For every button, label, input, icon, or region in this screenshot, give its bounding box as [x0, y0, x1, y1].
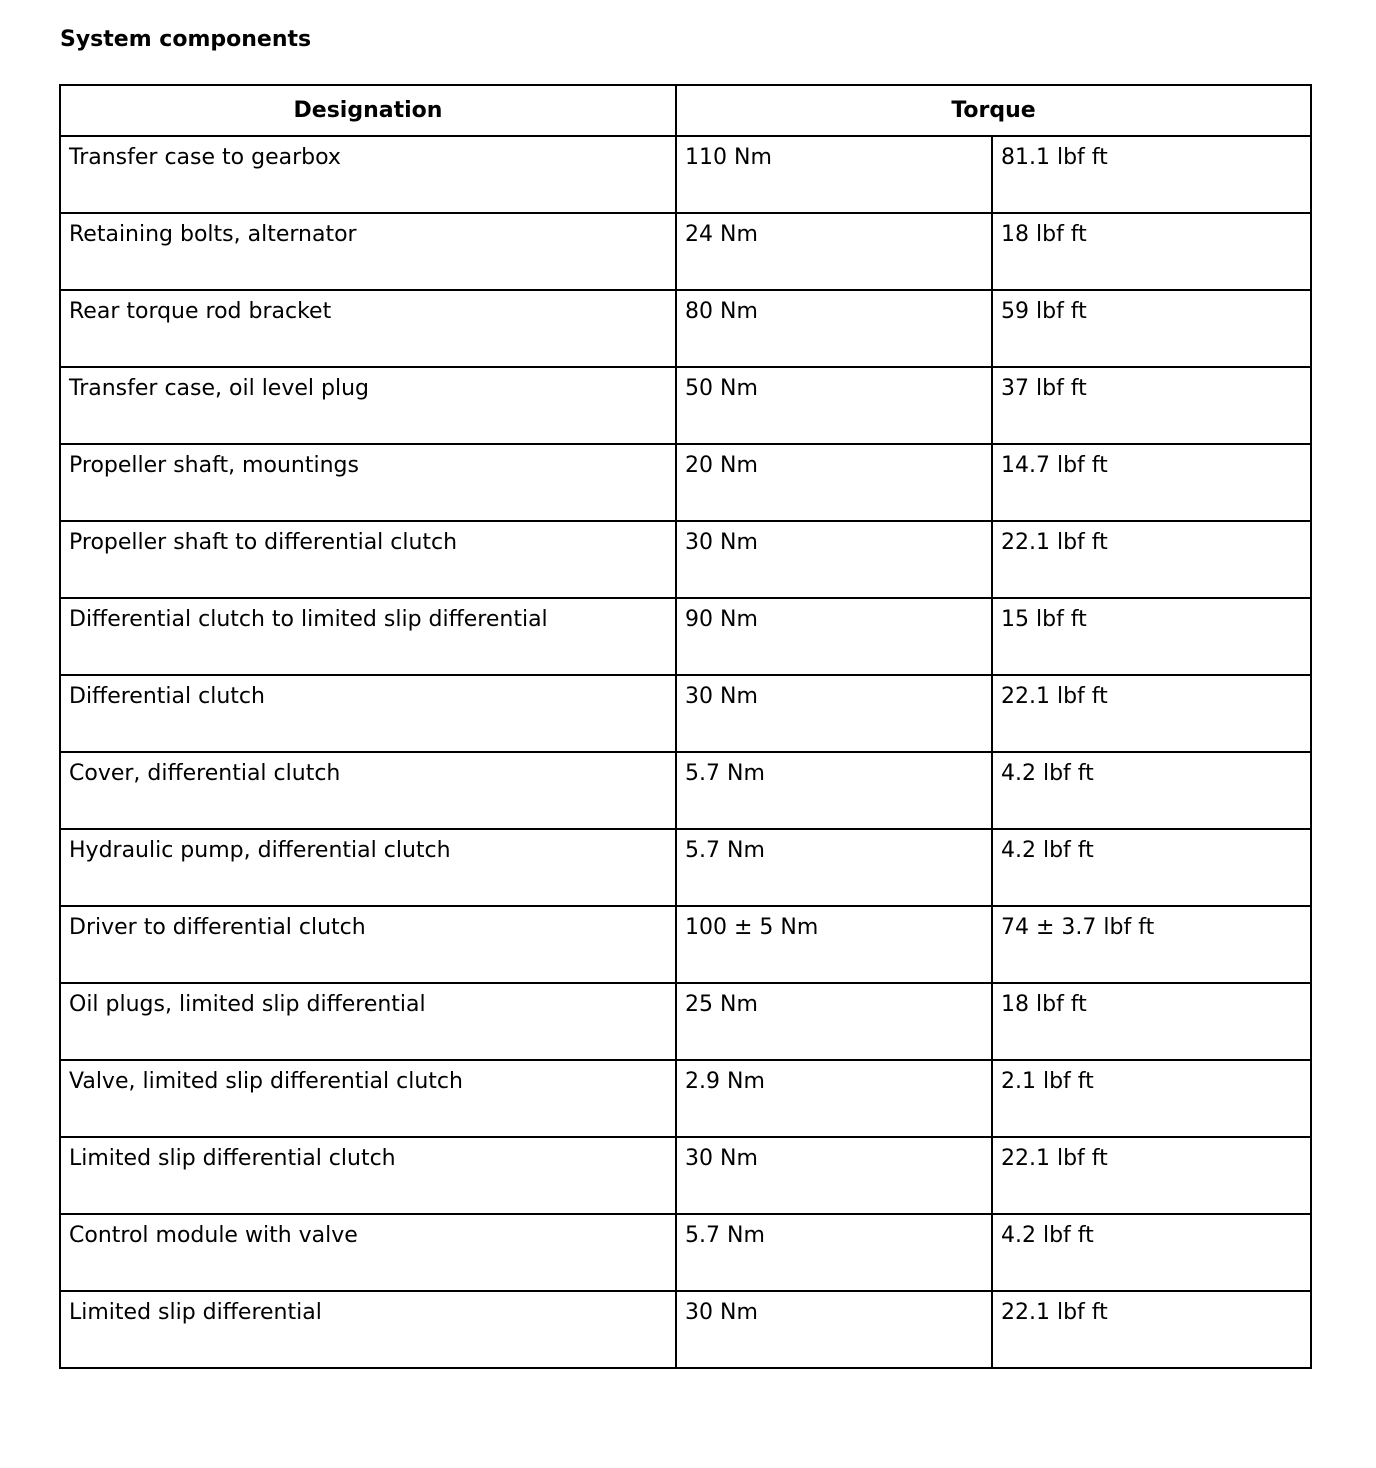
torque-nm-cell: 20 Nm: [676, 444, 992, 521]
torque-table: [59, 84, 1312, 1369]
torque-lbf-cell: 37 lbf ft: [992, 367, 1311, 444]
torque-nm-cell: 24 Nm: [676, 213, 992, 290]
table-row: [60, 906, 1311, 983]
designation-cell: Hydraulic pump, differential clutch: [60, 829, 676, 906]
designation-cell: Transfer case to gearbox: [60, 136, 676, 213]
table-row: [60, 983, 1311, 1060]
torque-nm-cell: 5.7 Nm: [676, 752, 992, 829]
table-row: [60, 675, 1311, 752]
page-title: System components: [60, 27, 312, 52]
designation-cell: Valve, limited slip differential clutch: [60, 1060, 676, 1137]
designation-cell: Propeller shaft to differential clutch: [60, 521, 676, 598]
torque-nm-cell: 30 Nm: [676, 1291, 992, 1368]
torque-lbf-cell: 22.1 lbf ft: [992, 1137, 1311, 1214]
torque-nm-cell: 80 Nm: [676, 290, 992, 367]
torque-lbf-cell: 2.1 lbf ft: [992, 1060, 1311, 1137]
torque-nm-cell: 2.9 Nm: [676, 1060, 992, 1137]
torque-lbf-cell: 18 lbf ft: [992, 983, 1311, 1060]
torque-nm-cell: 25 Nm: [676, 983, 992, 1060]
designation-cell: Limited slip differential: [60, 1291, 676, 1368]
torque-lbf-cell: 22.1 lbf ft: [992, 1291, 1311, 1368]
designation-cell: Propeller shaft, mountings: [60, 444, 676, 521]
torque-lbf-cell: 4.2 lbf ft: [992, 1214, 1311, 1291]
torque-lbf-cell: 15 lbf ft: [992, 598, 1311, 675]
table-row: [60, 367, 1311, 444]
table-row: [60, 521, 1311, 598]
designation-cell: Cover, differential clutch: [60, 752, 676, 829]
torque-nm-cell: 50 Nm: [676, 367, 992, 444]
header-torque: Torque: [676, 85, 1311, 136]
torque-lbf-cell: 81.1 lbf ft: [992, 136, 1311, 213]
table-row: [60, 829, 1311, 906]
table-row: [60, 290, 1311, 367]
table-row: [60, 1137, 1311, 1214]
torque-lbf-cell: 74 ± 3.7 lbf ft: [992, 906, 1311, 983]
torque-nm-cell: 30 Nm: [676, 675, 992, 752]
designation-cell: Transfer case, oil level plug: [60, 367, 676, 444]
table-row: [60, 444, 1311, 521]
designation-cell: Oil plugs, limited slip differential: [60, 983, 676, 1060]
torque-lbf-cell: 22.1 lbf ft: [992, 521, 1311, 598]
torque-lbf-cell: 4.2 lbf ft: [992, 752, 1311, 829]
torque-nm-cell: 5.7 Nm: [676, 1214, 992, 1291]
torque-lbf-cell: 4.2 lbf ft: [992, 829, 1311, 906]
torque-lbf-cell: 18 lbf ft: [992, 213, 1311, 290]
designation-cell: Differential clutch to limited slip differential: [60, 598, 676, 675]
designation-cell: Control module with valve: [60, 1214, 676, 1291]
torque-nm-cell: 100 ± 5 Nm: [676, 906, 992, 983]
torque-lbf-cell: 59 lbf ft: [992, 290, 1311, 367]
table-row: [60, 1214, 1311, 1291]
header-row: [60, 85, 1311, 136]
designation-cell: Limited slip differential clutch: [60, 1137, 676, 1214]
table-row: [60, 213, 1311, 290]
torque-nm-cell: 90 Nm: [676, 598, 992, 675]
designation-cell: Driver to differential clutch: [60, 906, 676, 983]
table-row: [60, 136, 1311, 213]
table-row: [60, 1291, 1311, 1368]
header-designation: Designation: [60, 85, 676, 136]
designation-cell: Differential clutch: [60, 675, 676, 752]
torque-nm-cell: 110 Nm: [676, 136, 992, 213]
table-header: [60, 85, 1311, 136]
designation-cell: Rear torque rod bracket: [60, 290, 676, 367]
designation-cell: Retaining bolts, alternator: [60, 213, 676, 290]
table-row: [60, 598, 1311, 675]
torque-nm-cell: 30 Nm: [676, 1137, 992, 1214]
torque-nm-cell: 5.7 Nm: [676, 829, 992, 906]
torque-lbf-cell: 14.7 lbf ft: [992, 444, 1311, 521]
torque-nm-cell: 30 Nm: [676, 521, 992, 598]
torque-lbf-cell: 22.1 lbf ft: [992, 675, 1311, 752]
table-row: [60, 1060, 1311, 1137]
table-body: [60, 136, 1311, 1368]
table-row: [60, 752, 1311, 829]
